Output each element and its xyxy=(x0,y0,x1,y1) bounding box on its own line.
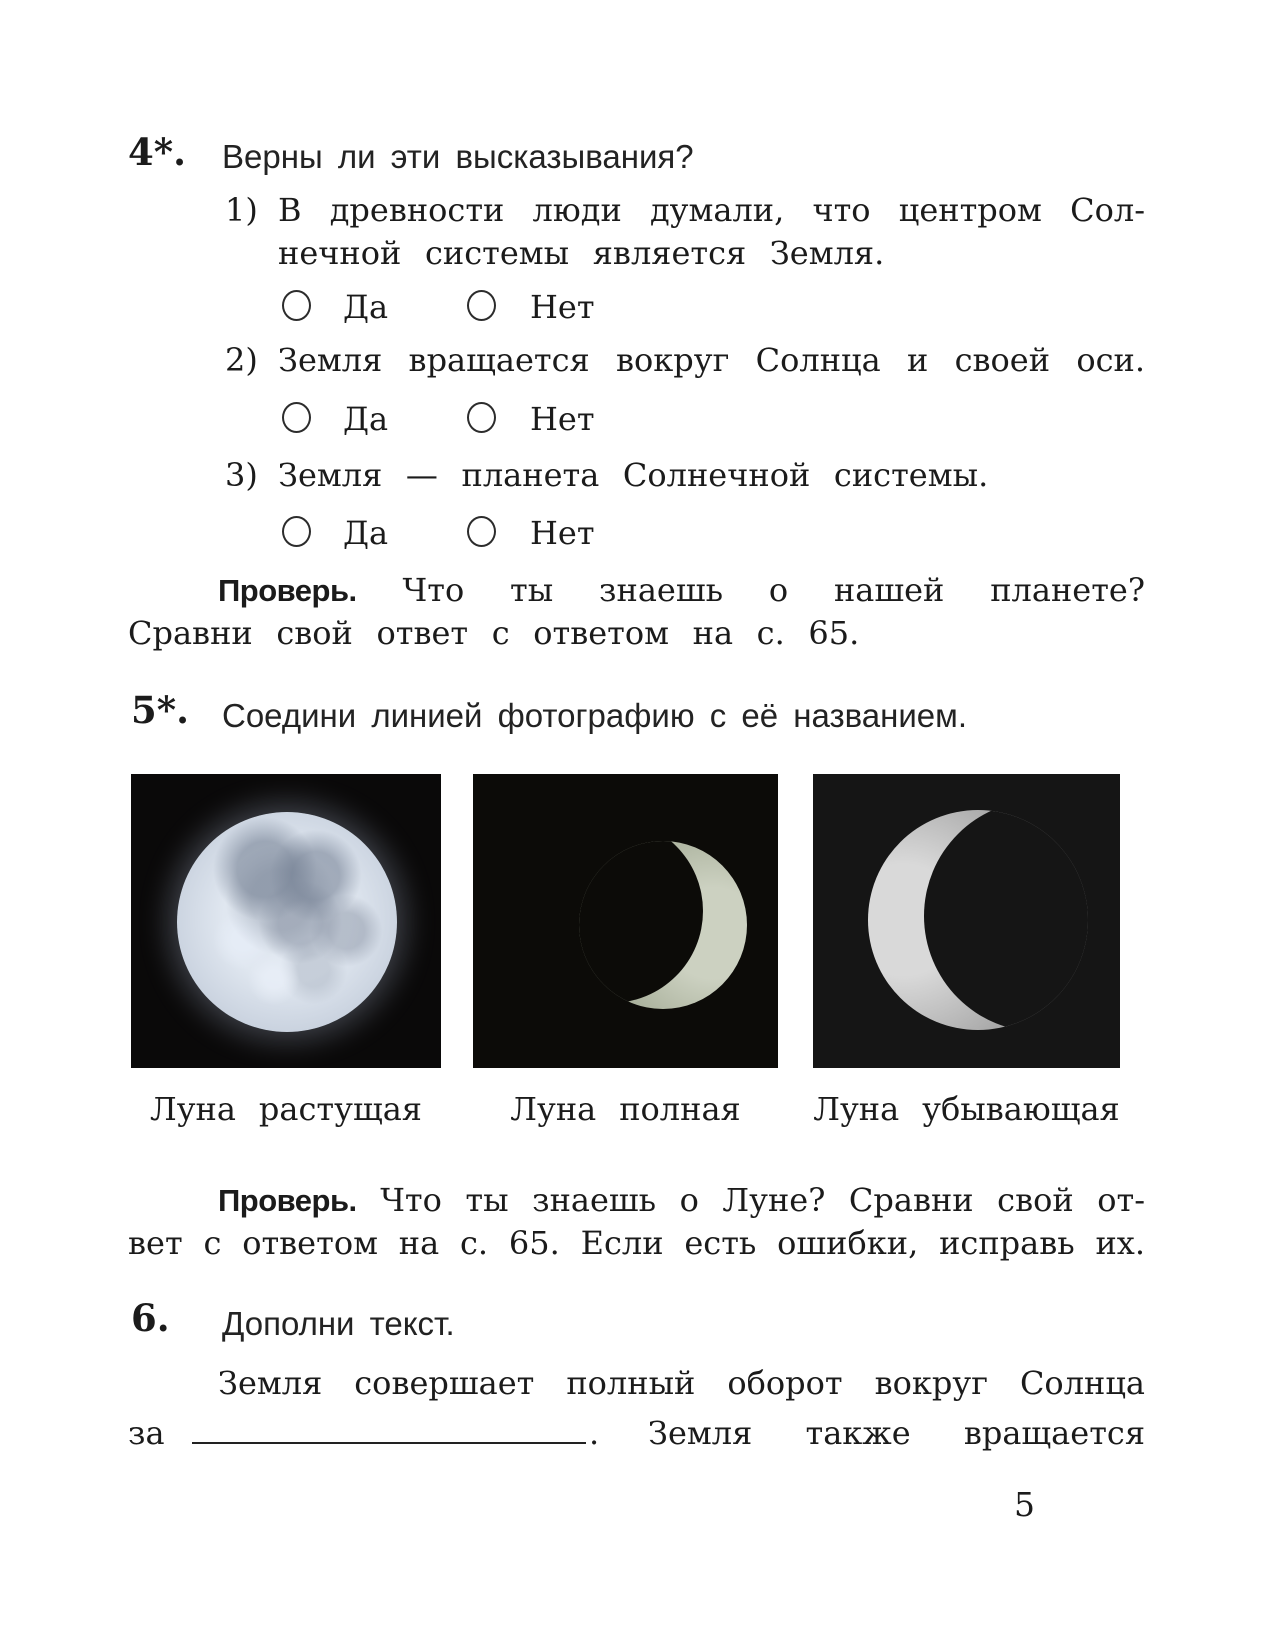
task6-text-line1: Земля совершает полный оборот вокруг Солнца xyxy=(218,1364,1145,1402)
task4-check-text1: Что ты знаешь о нашей планете? xyxy=(402,571,1146,609)
waning-crescent-moon-image xyxy=(868,810,1088,1030)
item2-answer-row xyxy=(128,402,1145,442)
item1-no-radio[interactable] xyxy=(467,290,496,321)
task5-check-line2: вет с ответом на с. 65. Если есть ошибки, исправь их. xyxy=(128,1224,1145,1262)
item2-no-radio[interactable] xyxy=(467,402,496,433)
item1-text-line1: В древности люди думали, что центром Сол- xyxy=(278,191,1145,229)
item3-number: 3) xyxy=(225,456,258,494)
task4-check-line1 xyxy=(218,569,1145,612)
task4-item3-line1 xyxy=(128,454,1145,497)
caption-waxing-moon[interactable]: Луна растущая xyxy=(150,1090,422,1128)
check-keyword: Проверь. xyxy=(218,573,357,608)
item3-yes-label: Да xyxy=(343,514,389,552)
item3-answer-row xyxy=(128,516,1145,556)
task6-text-line2 xyxy=(128,1412,1145,1456)
item3-no-radio[interactable] xyxy=(467,516,496,547)
full-moon-image xyxy=(177,812,397,1032)
caption-waning-moon[interactable]: Луна убывающая xyxy=(813,1090,1120,1128)
fill-in-blank[interactable] xyxy=(192,1412,586,1444)
task5-check-line1 xyxy=(218,1179,1145,1222)
waxing-crescent-moon-image xyxy=(579,841,747,1009)
task4-item2-line1 xyxy=(128,339,1145,382)
item3-yes-radio[interactable] xyxy=(282,516,311,547)
task6-line2-rest: Земля также вращается xyxy=(648,1414,1145,1452)
moon-photo-waxing-crescent[interactable] xyxy=(473,774,778,1068)
caption-full-moon[interactable]: Луна полная xyxy=(510,1090,741,1128)
item2-yes-label: Да xyxy=(343,400,389,438)
item1-no-label: Нет xyxy=(530,288,595,326)
task4-title: Верны ли эти высказывания? xyxy=(222,138,694,175)
item1-text-line2: нечной системы является Земля. xyxy=(278,234,885,272)
task6-line2-period: . xyxy=(589,1414,600,1452)
item2-yes-radio[interactable] xyxy=(282,402,311,433)
item2-text-line1: Земля вращается вокруг Солнца и своей оси. xyxy=(278,341,1145,379)
item3-no-label: Нет xyxy=(530,514,595,552)
item1-yes-label: Да xyxy=(343,288,389,326)
check-keyword: Проверь. xyxy=(218,1183,357,1218)
item1-answer-row xyxy=(128,290,1145,330)
task5-title: Соедини линией фотографию с её названием. xyxy=(222,697,968,734)
moon-photo-full[interactable] xyxy=(131,774,441,1068)
task5-number: 5*. xyxy=(131,688,189,732)
task5-check-text1: Что ты знаешь о Луне? Сравни свой от- xyxy=(380,1181,1145,1219)
task4-item1-line1 xyxy=(128,189,1145,232)
item2-number: 2) xyxy=(225,341,258,379)
moon-photo-waning-crescent[interactable] xyxy=(813,774,1120,1068)
task6-number: 6. xyxy=(131,1296,170,1340)
task6-line2-prefix: за xyxy=(128,1414,165,1452)
task4-number: 4*. xyxy=(128,130,186,174)
item2-no-label: Нет xyxy=(530,400,595,438)
item1-yes-radio[interactable] xyxy=(282,290,311,321)
page-number: 5 xyxy=(1014,1485,1035,1524)
item3-text-line1: Земля — планета Солнечной системы. xyxy=(278,456,989,494)
task6-title: Дополни текст. xyxy=(222,1305,455,1342)
item1-number: 1) xyxy=(225,191,258,229)
task4-check-line2: Сравни свой ответ с ответом на с. 65. xyxy=(128,614,860,652)
